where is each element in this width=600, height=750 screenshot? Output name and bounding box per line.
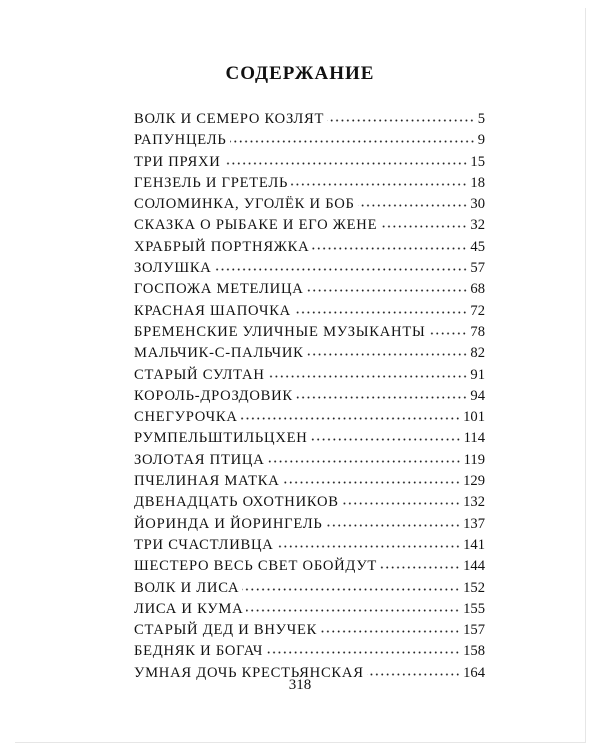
dot-leader: [380, 225, 467, 228]
dot-leader: [326, 524, 461, 527]
toc-entry-page: 45: [470, 238, 485, 255]
dot-leader: [307, 289, 468, 292]
toc-entry-title: СНЕГУРОЧКА: [134, 409, 238, 426]
dot-leader: [230, 140, 475, 143]
dot-leader: [242, 588, 460, 591]
toc-entry-row: [134, 535, 485, 556]
toc-entry-row: [134, 578, 485, 599]
dot-leader: [307, 353, 468, 356]
dot-leader: [268, 460, 461, 463]
toc-entry-page: 101: [463, 409, 485, 426]
toc-entry-title: ТРИ СЧАСТЛИВЦА: [134, 536, 274, 553]
toc-entry-page: 155: [463, 600, 485, 617]
toc-entry-page: 82: [470, 345, 485, 362]
toc-entry-row: [134, 215, 485, 236]
toc-entry-title: ЛИСА И КУМА: [134, 600, 244, 617]
dot-leader: [283, 481, 461, 484]
toc-entry-row: [134, 237, 485, 258]
toc-entry-row: [134, 428, 485, 449]
toc-entry-row: [134, 365, 485, 386]
toc-entry-row: [134, 109, 485, 130]
toc-entry-title: ДВЕНАДЦАТЬ ОХОТНИКОВ: [134, 494, 339, 511]
toc-entry-row: [134, 279, 485, 300]
dot-leader: [241, 417, 460, 420]
toc-entry-title: ЗОЛОТАЯ ПТИЦА: [134, 451, 265, 468]
dot-leader: [311, 438, 461, 441]
toc-entry-title: МАЛЬЧИК-С-ПАЛЬЧИК: [134, 345, 304, 362]
toc-entry-title: КРАСНАЯ ШАПОЧКА: [134, 302, 291, 319]
dot-leader: [246, 609, 460, 612]
dot-leader: [224, 162, 468, 165]
toc-entry-row: [134, 620, 485, 641]
dot-leader: [342, 502, 460, 505]
toc-entry-title: ТРИ ПРЯХИ: [134, 153, 221, 170]
toc-entry-page: 78: [470, 323, 485, 340]
toc-entry-row: [134, 641, 485, 662]
toc-entry-title: СКАЗКА О РЫБАКЕ И ЕГО ЖЕНЕ: [134, 217, 378, 234]
dot-leader: [277, 545, 461, 548]
toc-entry-page: 72: [470, 302, 485, 319]
toc-entry-row: [134, 173, 485, 194]
toc-entry-page: 32: [470, 217, 485, 234]
toc-entry-title: КОРОЛЬ-ДРОЗДОВИК: [134, 387, 293, 404]
toc-entry-page: 152: [463, 579, 485, 596]
toc-entry-row: [134, 258, 485, 279]
dot-leader: [380, 566, 460, 569]
toc-entry-row: [134, 556, 485, 577]
toc-entry-row: [134, 301, 485, 322]
toc-entry-page: 30: [470, 196, 485, 213]
toc-entry-page: 137: [463, 515, 485, 532]
toc-entry-row: [134, 407, 485, 428]
dot-leader: [294, 311, 467, 314]
toc-entry-row: [134, 514, 485, 535]
toc-entry-title: ВОЛК И ЛИСА: [134, 579, 240, 596]
toc-entry-page: 91: [470, 366, 485, 383]
toc-entry-page: 119: [463, 451, 485, 468]
dot-leader: [312, 247, 467, 250]
table-of-contents: [134, 109, 485, 684]
toc-entry-title: УМНАЯ ДОЧЬ КРЕСТЬЯНСКАЯ: [134, 664, 364, 681]
toc-entry-page: 57: [470, 260, 485, 277]
toc-entry-title: ПЧЕЛИНАЯ МАТКА: [134, 473, 280, 490]
dot-leader: [327, 119, 475, 122]
toc-entry-row: [134, 599, 485, 620]
toc-entry-title: БЕДНЯК И БОГАЧ: [134, 643, 264, 660]
toc-entry-page: 114: [463, 430, 485, 447]
toc-entry-title: ХРАБРЫЙ ПОРТНЯЖКА: [134, 238, 310, 255]
toc-entry-title: ВОЛК И СЕМЕРО КОЗЛЯТ: [134, 111, 325, 127]
toc-entry-page: 68: [470, 281, 485, 298]
toc-entry-row: [134, 386, 485, 407]
toc-entry-page: 144: [463, 558, 485, 575]
toc-entry-page: 141: [463, 536, 485, 553]
toc-entry-row: [134, 194, 485, 215]
toc-entry-page: 158: [463, 643, 485, 660]
toc-entry-title: ГЕНЗЕЛЬ И ГРЕТЕЛЬ: [134, 174, 289, 191]
toc-entry-page: 94: [470, 387, 485, 404]
dot-leader: [266, 651, 460, 654]
dot-leader: [215, 268, 468, 271]
dot-leader: [358, 204, 468, 207]
toc-entry-title: ЙОРИНДА И ЙОРИНГЕЛЬ: [134, 515, 323, 532]
toc-entry-title: ЗОЛУШКА: [134, 260, 212, 277]
toc-entry-row: [134, 450, 485, 471]
toc-entry-page: 129: [463, 473, 485, 490]
toc-entry-row: [134, 152, 485, 173]
toc-entry-page: 18: [470, 174, 485, 191]
toc-entry-row: [134, 471, 485, 492]
toc-entry-page: 9: [477, 132, 485, 149]
toc-entry-title: РАПУНЦЕЛЬ: [134, 132, 227, 149]
toc-entry-title: СТАРЫЙ СУЛТАН: [134, 366, 265, 383]
dot-leader: [296, 396, 468, 399]
toc-entry-page: 15: [470, 153, 485, 170]
toc-heading: СОДЕРЖАНИЕ: [225, 63, 375, 84]
dot-leader: [291, 183, 467, 186]
toc-entry-row: [134, 492, 485, 513]
toc-entry-page: 157: [463, 622, 485, 639]
dot-leader: [268, 375, 468, 378]
toc-entry-page: 132: [463, 494, 485, 511]
toc-entry-page: 5: [477, 111, 485, 127]
toc-entry-title: ШЕСТЕРО ВЕСЬ СВЕТ ОБОЙДУТ: [134, 558, 378, 575]
dot-leader: [320, 630, 460, 633]
toc-entry-title: БРЕМЕНСКИЕ УЛИЧНЫЕ МУЗЫКАНТЫ: [134, 323, 426, 340]
toc-entry-page: 164: [463, 664, 485, 681]
toc-entry-title: СТАРЫЙ ДЕД И ВНУЧЕК: [134, 622, 318, 639]
toc-entry-row: [134, 130, 485, 151]
toc-entry-row: [134, 343, 485, 364]
toc-entry-title: ГОСПОЖА МЕТЕЛИЦА: [134, 281, 304, 298]
dot-leader: [428, 332, 467, 335]
page-number: 318: [288, 677, 312, 693]
toc-entry-title: РУМПЕЛЬШТИЛЬЦХЕН: [134, 430, 308, 447]
toc-entry-row: [134, 322, 485, 343]
toc-entry-title: СОЛОМИНКА, УГОЛЁК И БОБ: [134, 196, 355, 213]
